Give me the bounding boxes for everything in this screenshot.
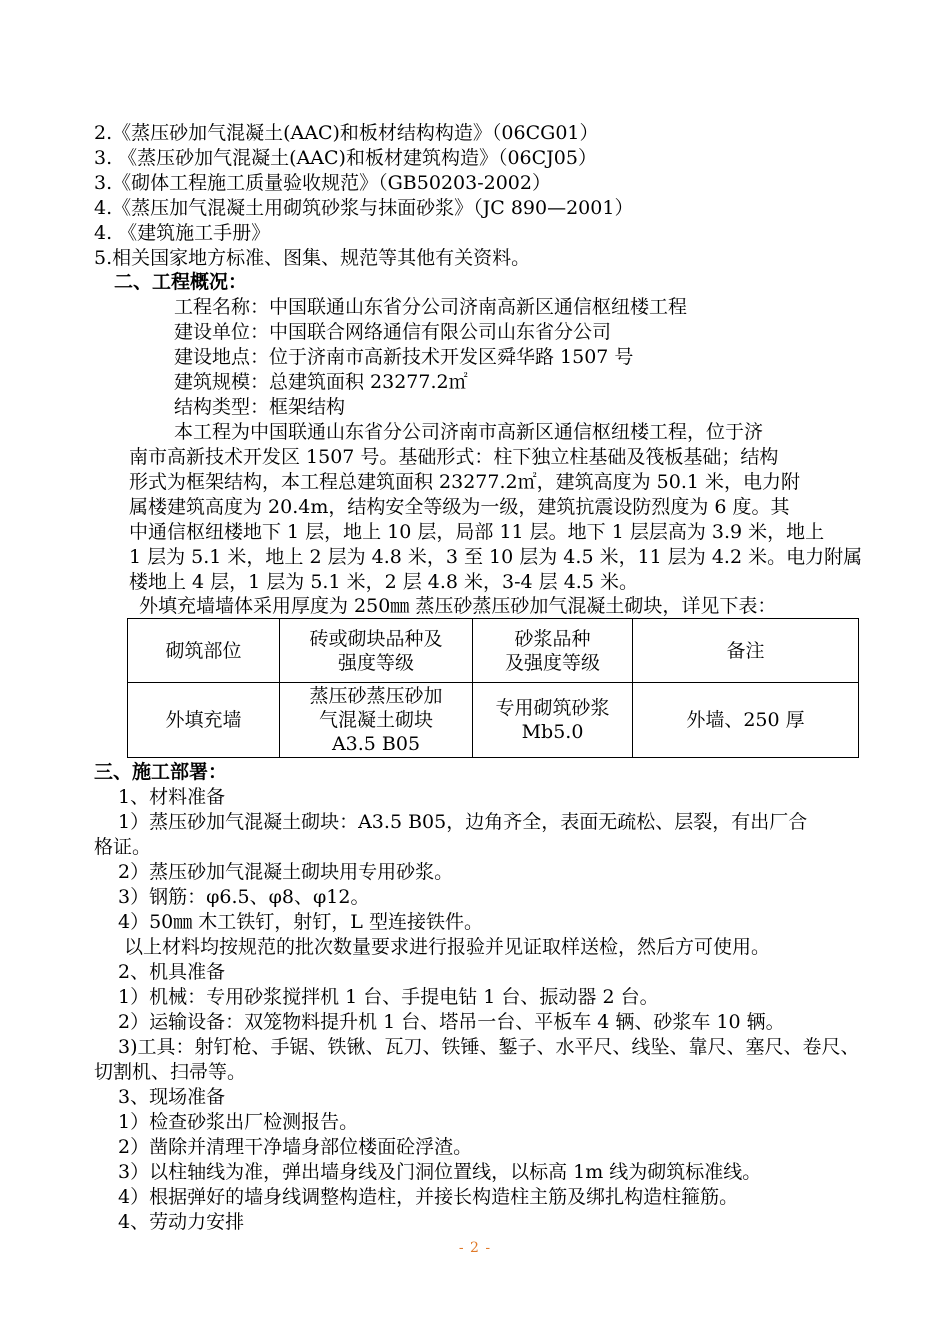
overview-paragraph-line: 形式为框架结构，本工程总建筑面积 23277.2㎡，建筑高度为 50.1 米，电力附: [129, 471, 800, 493]
ref-item: 4.《蒸压加气混凝土用砌筑砂浆与抹面砂浆》（JC 890—2001）: [94, 197, 634, 219]
ref-item: 5.相关国家地方标准、图集、规范等其他有关资料。: [94, 247, 531, 269]
overview-paragraph-line: 1 层为 5.1 米，地上 2 层为 4.8 米，3 至 10 层为 4.5 米，11 层为 4.2 米。电力附属: [129, 546, 863, 568]
deployment-line: 2）蒸压砂加气混凝土砌块用专用砂浆。: [118, 861, 454, 883]
deployment-line: 1）蒸压砂加气混凝土砌块：A3.5 B05，边角齐全，表面无疏松、层裂，有出厂合: [118, 811, 808, 833]
overview-paragraph-line: 本工程为中国联通山东省分公司济南市高新区通信枢纽楼工程，位于济: [174, 421, 764, 443]
deployment-line: 1）机械：专用砂浆搅拌机 1 台、手提电钻 1 台、振动器 2 台。: [118, 986, 659, 1008]
overview-field: 结构类型：框架结构: [174, 396, 346, 418]
table-header-cell: 备注: [633, 619, 859, 683]
deployment-line: 4）根据弹好的墙身线调整构造柱，并接长构造柱主筋及绑扎构造柱箍筋。: [118, 1186, 739, 1208]
deployment-line: 1）检查砂浆出厂检测报告。: [118, 1111, 359, 1133]
table-intro: 外填充墙墙体采用厚度为 250㎜ 蒸压砂蒸压砂加气混凝土砌块，详见下表：: [139, 595, 777, 617]
deployment-line: 2、机具准备: [118, 961, 226, 983]
overview-field: 工程名称：中国联通山东省分公司济南高新区通信枢纽楼工程: [174, 296, 688, 318]
deployment-line: 2）凿除并清理干净墙身部位楼面砼浮渣。: [118, 1136, 473, 1158]
deployment-line: 以上材料均按规范的批次数量要求进行报验并见证取样送检，然后方可使用。: [124, 936, 771, 958]
section-heading-overview: 二、工程概况：: [114, 271, 248, 293]
table-row: [128, 683, 859, 758]
overview-paragraph-line: 南市高新技术开发区 1507 号。基础形式：柱下独立柱基础及筏板基础；结构: [129, 446, 779, 468]
masonry-spec-table: [127, 618, 859, 758]
table-header-cell: 砂浆品种 及强度等级: [473, 619, 633, 683]
overview-field: 建设单位：中国联合网络通信有限公司山东省分公司: [174, 321, 612, 343]
overview-paragraph-line: 楼地上 4 层，1 层为 5.1 米，2 层 4.8 米，3-4 层 4.5 米。: [129, 571, 638, 593]
table-cell: 专用砌筑砂浆 Mb5.0: [473, 683, 633, 758]
overview-paragraph-line: 中通信枢纽楼地下 1 层，地上 10 层，局部 11 层。地下 1 层层高为 3.9 米，地上: [129, 521, 825, 543]
deployment-line: 2）运输设备：双笼物料提升机 1 台、塔吊一台、平板车 4 辆、砂浆车 10 辆。: [118, 1011, 785, 1033]
ref-item: 3.《砌体工程施工质量验收规范》（GB50203-2002）: [94, 172, 551, 194]
page-number: - 2 -: [458, 1240, 492, 1256]
table-header-row: [128, 619, 859, 683]
ref-item: 4. 《建筑施工手册》: [94, 222, 271, 244]
deployment-line: 切割机、扫帚等。: [94, 1061, 247, 1083]
table-cell: 外墙、250 厚: [633, 683, 859, 758]
table-cell: 外填充墙: [128, 683, 280, 758]
overview-field: 建设地点：位于济南市高新技术开发区舜华路 1507 号: [174, 346, 634, 368]
table-header-cell: 砖或砌块品种及 强度等级: [280, 619, 473, 683]
deployment-line: 3)工具：射钉枪、手锯、铁锹、瓦刀、铁锤、錾子、水平尺、线坠、靠尺、塞尺、卷尺、: [118, 1036, 860, 1058]
deployment-line: 4、劳动力安排: [118, 1211, 245, 1233]
deployment-line: 3）钢筋：φ6.5、φ8、φ12。: [118, 886, 370, 908]
deployment-line: 4）50㎜ 木工铁钉，射钉，L 型连接铁件。: [118, 911, 483, 933]
table-header-cell: 砌筑部位: [128, 619, 280, 683]
deployment-line: 格证。: [94, 836, 152, 858]
deployment-line: 3）以柱轴线为准，弹出墙身线及门洞位置线，以标高 1m 线为砌筑标准线。: [118, 1161, 762, 1183]
overview-field: 建筑规模：总建筑面积 23277.2㎡: [174, 371, 468, 393]
deployment-line: 1、材料准备: [118, 786, 226, 808]
deployment-line: 3、现场准备: [118, 1086, 226, 1108]
section-heading-deployment: 三、施工部署：: [94, 761, 228, 783]
ref-item: 3. 《蒸压砂加气混凝土(AAC)和板材建筑构造》（06CJ05）: [94, 147, 597, 169]
table-cell: 蒸压砂蒸压砂加 气混凝土砌块 A3.5 B05: [280, 683, 473, 758]
overview-paragraph-line: 属楼建筑高度为 20.4m，结构安全等级为一级，建筑抗震设防烈度为 6 度。其: [129, 496, 790, 518]
ref-item: 2.《蒸压砂加气混凝土(AAC)和板材结构构造》（06CG01）: [94, 122, 599, 144]
